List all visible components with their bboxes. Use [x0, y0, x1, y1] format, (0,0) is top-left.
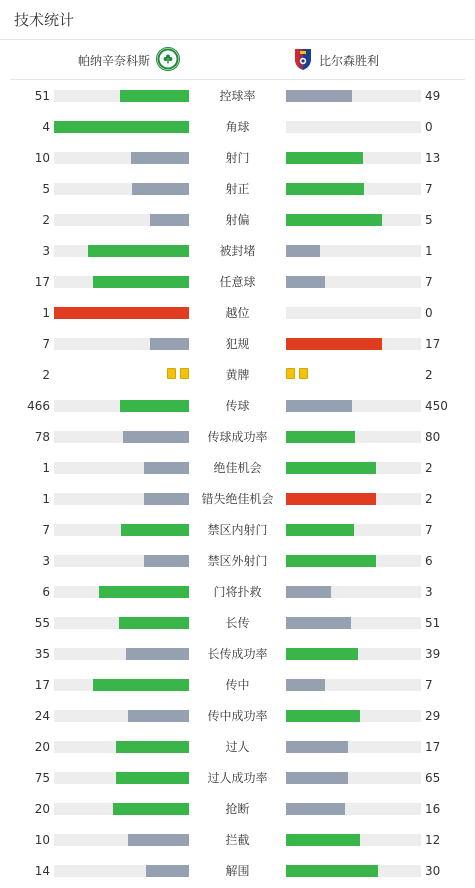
- away-value: 7: [425, 678, 433, 692]
- stat-row: [0, 86, 475, 106]
- home-bar-track: [54, 462, 189, 474]
- home-value: 466: [27, 399, 50, 413]
- away-bar-fill: [286, 865, 378, 877]
- stat-row: [0, 396, 475, 416]
- section-title: 技术统计: [14, 11, 75, 29]
- away-value: 30: [425, 864, 441, 878]
- home-bar-fill: [126, 648, 189, 660]
- away-bar-fill: [286, 462, 376, 474]
- stat-row: [0, 861, 475, 881]
- away-value: 49: [425, 89, 441, 103]
- away-bar-fill: [286, 183, 364, 195]
- home-bar-fill: [144, 555, 189, 567]
- stat-label: 犯规: [225, 337, 250, 351]
- home-bar-track: [54, 524, 189, 536]
- home-team-name: 帕纳辛奈科斯: [77, 53, 150, 68]
- away-value: 2: [425, 492, 433, 506]
- away-value: 1: [425, 244, 433, 258]
- stat-row: [0, 303, 475, 323]
- away-bar-track: [286, 431, 421, 443]
- away-value: 12: [425, 833, 441, 847]
- away-value: 17: [425, 740, 441, 754]
- away-bar-track: [286, 865, 421, 877]
- stat-label: 传中: [225, 678, 250, 692]
- home-bar-fill: [120, 90, 189, 102]
- home-bar-track: [54, 400, 189, 412]
- stat-label: 禁区外射门: [207, 554, 268, 568]
- stat-label: 任意球: [219, 275, 256, 289]
- away-value: 2: [425, 368, 433, 382]
- panathinaikos-crest-icon: [156, 47, 180, 74]
- home-bar-track: [54, 90, 189, 102]
- away-value: 16: [425, 802, 441, 816]
- stat-row: [0, 272, 475, 292]
- stat-row: [0, 644, 475, 664]
- away-bar-fill: [286, 772, 348, 784]
- away-bar-track: [286, 245, 421, 257]
- home-bar-fill: [116, 741, 189, 753]
- stat-label: 禁区内射门: [207, 523, 268, 537]
- home-bar-fill: [113, 803, 189, 815]
- home-bar-fill: [93, 276, 189, 288]
- stat-row: [0, 520, 475, 540]
- yellow-card-icon: [299, 368, 308, 379]
- away-bar-fill: [286, 214, 382, 226]
- home-yellow-cards: [167, 368, 189, 379]
- home-bar-fill: [150, 214, 189, 226]
- home-value: 2: [42, 368, 50, 382]
- away-bar-track: [286, 121, 421, 133]
- home-bar-track: [54, 803, 189, 815]
- away-bar-fill: [286, 400, 352, 412]
- home-bar-track: [54, 617, 189, 629]
- away-value: 5: [425, 213, 433, 227]
- away-bar-fill: [286, 276, 325, 288]
- section-header: [0, 0, 475, 40]
- away-bar-fill: [286, 648, 358, 660]
- home-bar-track: [54, 152, 189, 164]
- home-bar-track: [54, 245, 189, 257]
- home-value: 1: [42, 306, 50, 320]
- home-bar-track: [54, 834, 189, 846]
- home-bar-fill: [146, 865, 189, 877]
- away-value: 7: [425, 275, 433, 289]
- home-bar-track: [54, 555, 189, 567]
- home-bar-fill: [128, 710, 189, 722]
- home-value: 1: [42, 461, 50, 475]
- away-bar-fill: [286, 710, 360, 722]
- stat-label: 射偏: [225, 213, 250, 227]
- stat-row: [0, 148, 475, 168]
- away-bar-track: [286, 276, 421, 288]
- away-value: 17: [425, 337, 441, 351]
- home-bar-track: [54, 741, 189, 753]
- away-bar-track: [286, 524, 421, 536]
- home-value: 2: [42, 213, 50, 227]
- home-bar-track: [54, 307, 189, 319]
- away-bar-fill: [286, 524, 354, 536]
- stat-row: [0, 365, 475, 385]
- home-value: 17: [34, 275, 50, 289]
- viktoria-plzen-crest-icon: [293, 47, 313, 74]
- home-bar-track: [54, 183, 189, 195]
- home-value: 20: [34, 740, 50, 754]
- away-bar-fill: [286, 803, 345, 815]
- away-bar-track: [286, 400, 421, 412]
- home-bar-fill: [119, 617, 189, 629]
- home-value: 7: [42, 523, 50, 537]
- away-bar-track: [286, 803, 421, 815]
- away-team[interactable]: [293, 40, 385, 80]
- yellow-card-icon: [286, 368, 295, 379]
- stat-row: [0, 179, 475, 199]
- stat-row: [0, 613, 475, 633]
- home-bar-track: [54, 710, 189, 722]
- home-bar-fill: [93, 679, 189, 691]
- home-value: 3: [42, 554, 50, 568]
- away-bar-track: [286, 183, 421, 195]
- away-bar-fill: [286, 834, 360, 846]
- home-bar-fill: [99, 586, 189, 598]
- away-bar-fill: [286, 741, 348, 753]
- away-bar-fill: [286, 431, 355, 443]
- stat-label: 角球: [225, 120, 250, 134]
- home-value: 35: [34, 647, 50, 661]
- home-value: 17: [34, 678, 50, 692]
- home-value: 55: [34, 616, 50, 630]
- stat-label: 长传: [225, 616, 250, 630]
- stat-row: [0, 768, 475, 788]
- away-bar-track: [286, 338, 421, 350]
- home-bar-track: [54, 586, 189, 598]
- away-bar-track: [286, 679, 421, 691]
- away-bar-track: [286, 152, 421, 164]
- home-value: 4: [42, 120, 50, 134]
- home-bar-fill: [120, 400, 189, 412]
- stat-label: 过人成功率: [207, 771, 268, 785]
- away-bar-track: [286, 710, 421, 722]
- home-bar-fill: [123, 431, 189, 443]
- home-value: 24: [34, 709, 50, 723]
- away-value: 0: [425, 120, 433, 134]
- away-value: 2: [425, 461, 433, 475]
- away-bar-track: [286, 586, 421, 598]
- away-value: 13: [425, 151, 441, 165]
- stat-label: 绝佳机会: [213, 461, 262, 475]
- away-bar-track: [286, 493, 421, 505]
- stat-label: 过人: [225, 740, 250, 754]
- stat-label: 越位: [225, 306, 250, 320]
- home-bar-track: [54, 276, 189, 288]
- away-value: 29: [425, 709, 441, 723]
- home-bar-track: [54, 493, 189, 505]
- stat-label: 传球: [225, 399, 250, 413]
- away-bar-track: [286, 772, 421, 784]
- stat-label: 拦截: [225, 833, 250, 847]
- away-bar-fill: [286, 555, 376, 567]
- home-bar-track: [54, 772, 189, 784]
- stat-row: [0, 489, 475, 509]
- away-bar-fill: [286, 617, 351, 629]
- stat-row: [0, 551, 475, 571]
- stat-row: [0, 458, 475, 478]
- away-bar-track: [286, 617, 421, 629]
- stat-row: [0, 799, 475, 819]
- home-value: 78: [34, 430, 50, 444]
- away-bar-fill: [286, 338, 382, 350]
- home-bar-track: [54, 865, 189, 877]
- home-bar-fill: [54, 121, 189, 133]
- home-value: 3: [42, 244, 50, 258]
- away-value: 80: [425, 430, 441, 444]
- home-bar-fill: [144, 462, 189, 474]
- away-bar-track: [286, 90, 421, 102]
- away-bar-fill: [286, 152, 363, 164]
- stat-row: [0, 427, 475, 447]
- stat-label: 门将扑救: [213, 585, 262, 599]
- yellow-card-icon: [180, 368, 189, 379]
- stat-row: [0, 582, 475, 602]
- home-bar-fill: [116, 772, 189, 784]
- home-value: 6: [42, 585, 50, 599]
- teams-header: [10, 40, 465, 80]
- away-value: 6: [425, 554, 433, 568]
- away-bar-track: [286, 307, 421, 319]
- away-value: 7: [425, 182, 433, 196]
- home-bar-fill: [54, 307, 189, 319]
- stat-label: 控球率: [219, 89, 256, 103]
- away-value: 65: [425, 771, 441, 785]
- away-team-name: 比尔森胜利: [319, 53, 380, 68]
- stat-row: [0, 241, 475, 261]
- stat-label: 传球成功率: [207, 430, 268, 444]
- home-bar-fill: [128, 834, 189, 846]
- away-bar-fill: [286, 245, 320, 257]
- home-bar-fill: [131, 152, 189, 164]
- home-value: 14: [34, 864, 50, 878]
- stat-label: 长传成功率: [207, 647, 268, 661]
- home-bar-track: [54, 431, 189, 443]
- away-value: 7: [425, 523, 433, 537]
- home-value: 75: [34, 771, 50, 785]
- home-bar-track: [54, 121, 189, 133]
- away-yellow-cards: [286, 368, 308, 379]
- stat-label: 传中成功率: [207, 709, 268, 723]
- stat-label: 错失绝佳机会: [201, 492, 274, 506]
- stat-row: [0, 830, 475, 850]
- home-value: 10: [34, 151, 50, 165]
- home-bar-fill: [121, 524, 189, 536]
- home-value: 20: [34, 802, 50, 816]
- away-bar-track: [286, 741, 421, 753]
- stat-label: 黄牌: [225, 368, 250, 382]
- home-value: 51: [34, 89, 50, 103]
- home-value: 10: [34, 833, 50, 847]
- away-value: 450: [425, 399, 448, 413]
- away-bar-fill: [286, 493, 376, 505]
- stat-label: 射正: [225, 182, 250, 196]
- home-bar-fill: [132, 183, 189, 195]
- away-bar-track: [286, 555, 421, 567]
- away-bar-track: [286, 834, 421, 846]
- home-bar-track: [54, 214, 189, 226]
- home-value: 5: [42, 182, 50, 196]
- home-team[interactable]: [72, 40, 180, 80]
- away-bar-track: [286, 462, 421, 474]
- home-bar-track: [54, 679, 189, 691]
- home-bar-track: [54, 648, 189, 660]
- stat-label: 被封堵: [219, 244, 256, 258]
- stat-label: 射门: [225, 151, 250, 165]
- away-bar-track: [286, 648, 421, 660]
- home-bar-fill: [150, 338, 189, 350]
- stat-row: [0, 675, 475, 695]
- away-value: 39: [425, 647, 441, 661]
- stat-row: [0, 706, 475, 726]
- stat-label: 抢断: [225, 802, 250, 816]
- away-bar-fill: [286, 586, 331, 598]
- away-bar-fill: [286, 679, 325, 691]
- yellow-card-icon: [167, 368, 176, 379]
- home-bar-track: [54, 338, 189, 350]
- home-bar-fill: [88, 245, 189, 257]
- home-value: 7: [42, 337, 50, 351]
- stat-row: [0, 210, 475, 230]
- stat-row: [0, 737, 475, 757]
- away-bar-fill: [286, 90, 352, 102]
- stat-row: [0, 117, 475, 137]
- away-value: 3: [425, 585, 433, 599]
- home-value: 1: [42, 492, 50, 506]
- home-bar-fill: [144, 493, 189, 505]
- stat-label: 解围: [225, 864, 250, 878]
- away-value: 0: [425, 306, 433, 320]
- stat-row: [0, 334, 475, 354]
- away-value: 51: [425, 616, 441, 630]
- away-bar-track: [286, 214, 421, 226]
